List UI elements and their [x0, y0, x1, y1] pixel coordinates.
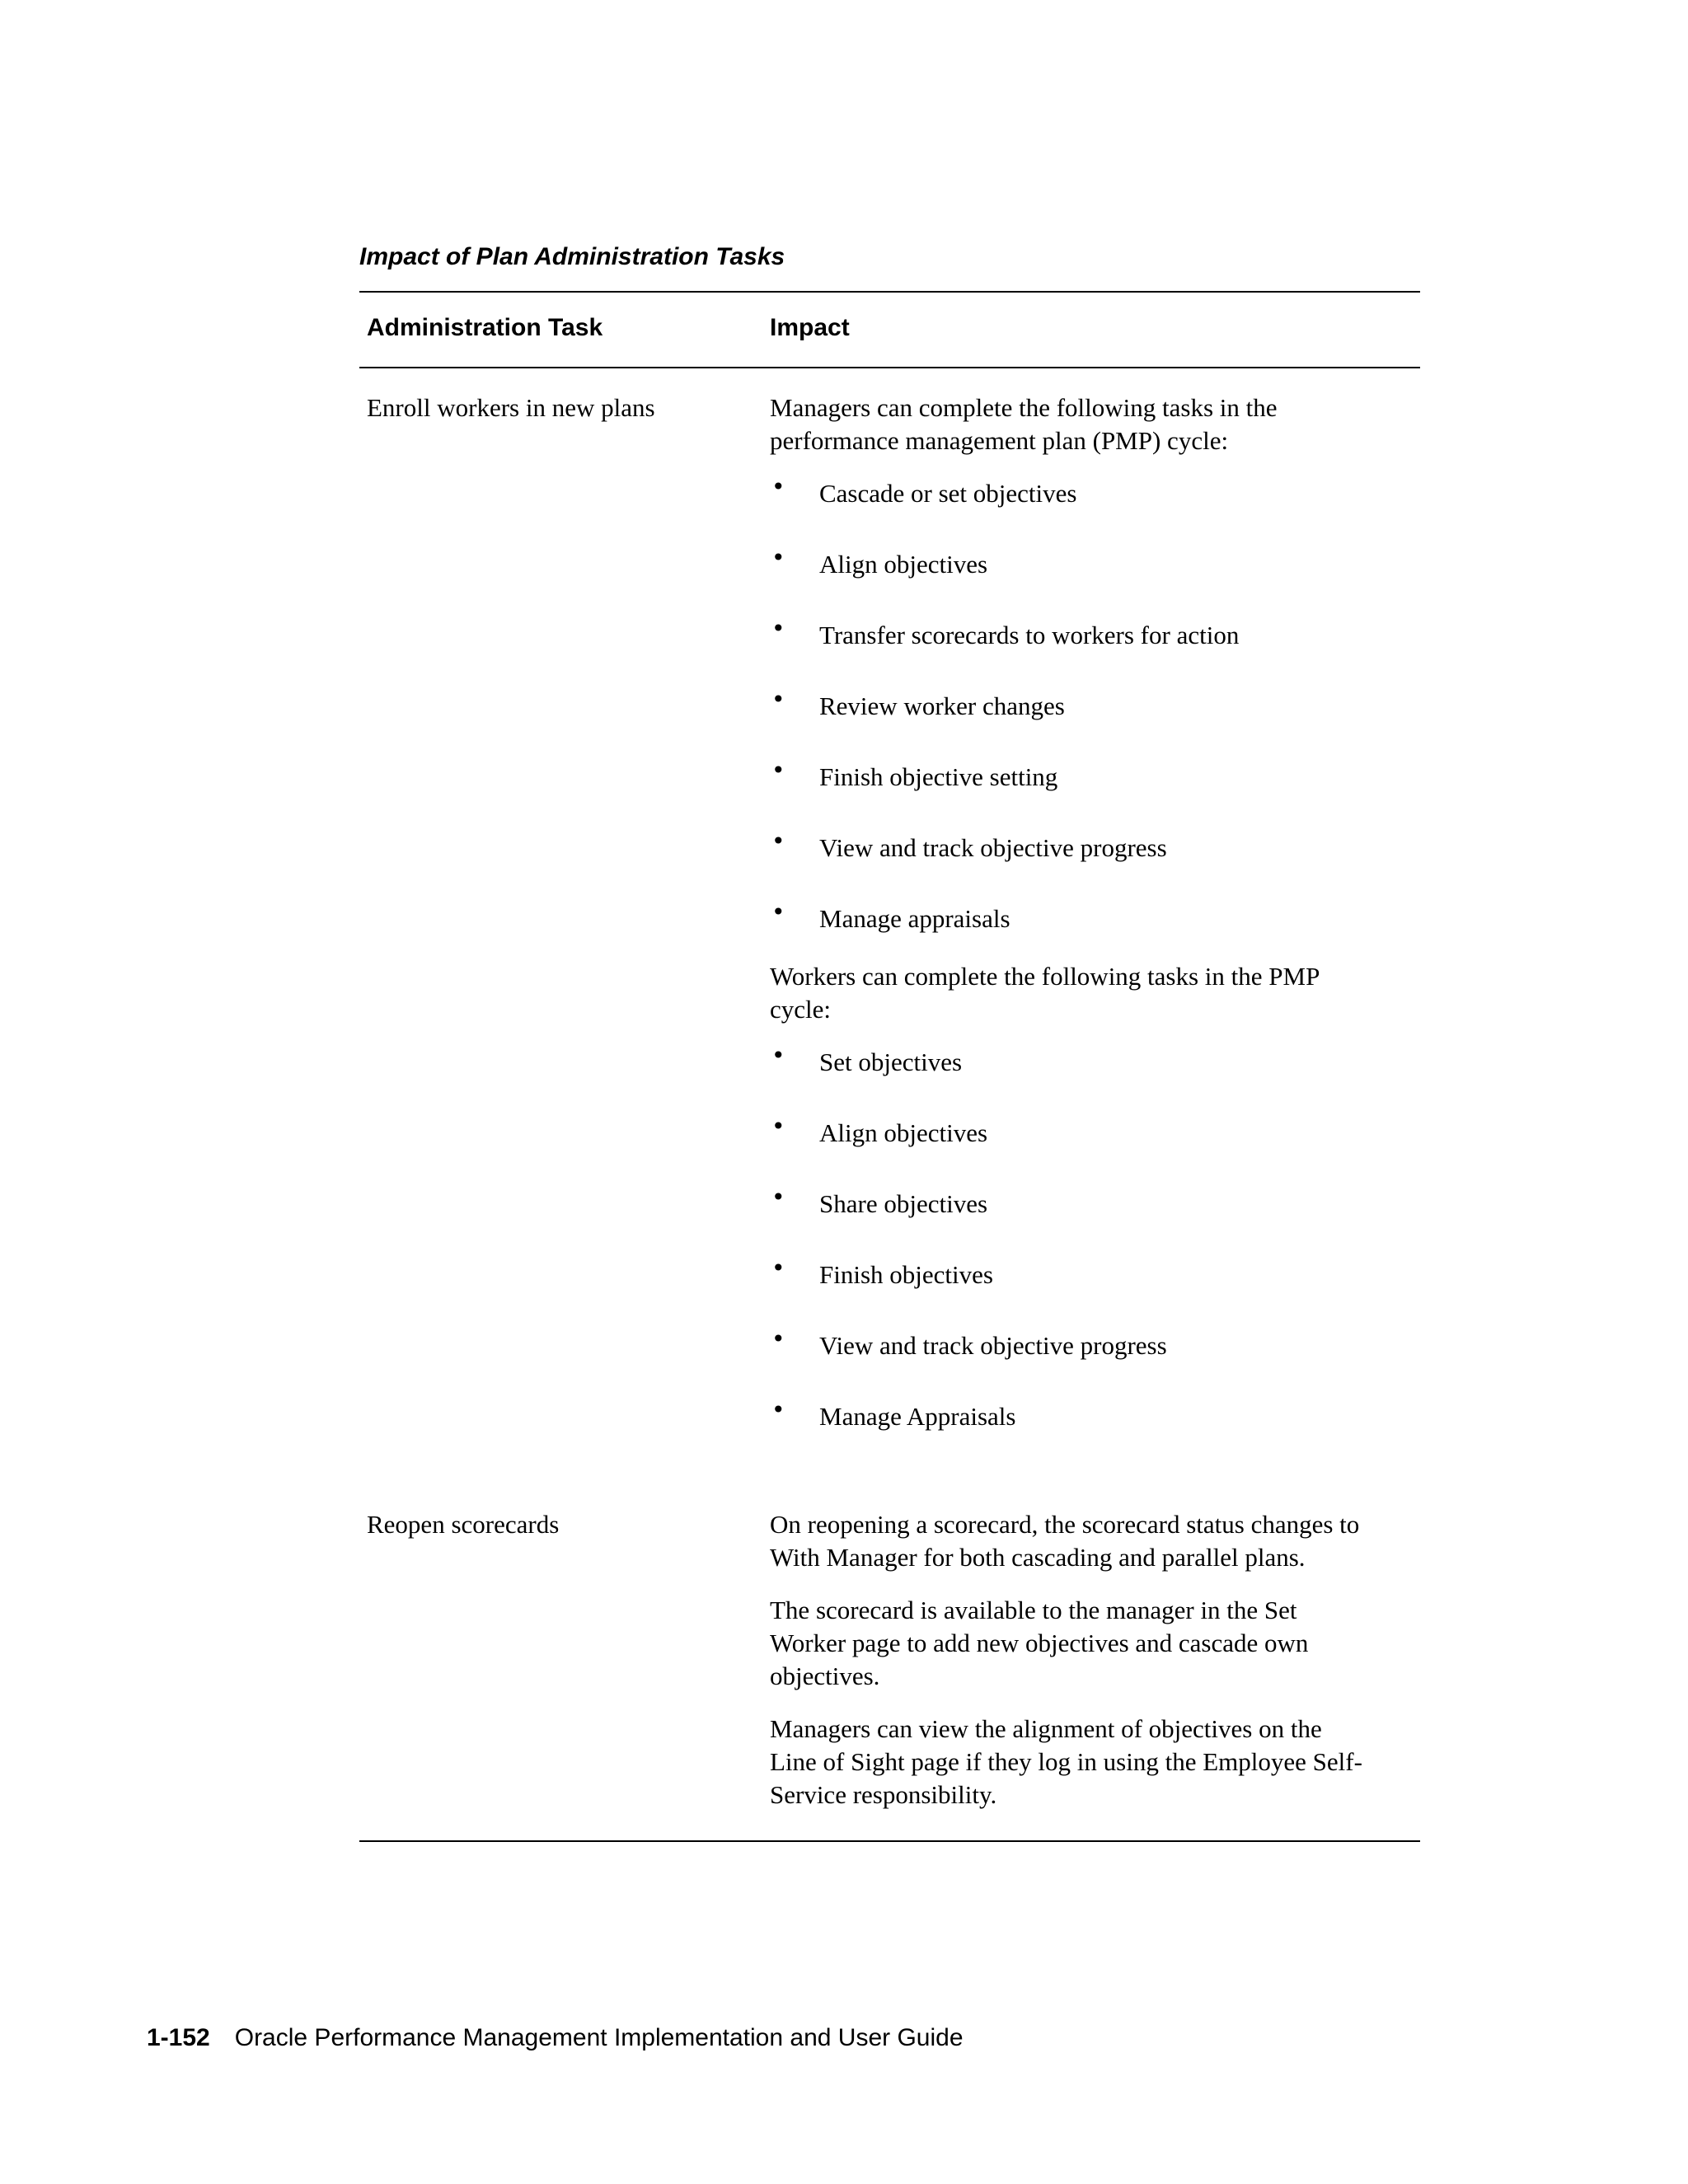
list-item: • Share objectives — [770, 1188, 1413, 1258]
list-item: • Set objectives — [770, 1046, 1413, 1117]
column-header-administration-task: Administration Task — [367, 314, 603, 341]
list-item: • View and track objective progress — [770, 1329, 1413, 1400]
bullet-icon: • — [771, 757, 785, 784]
list-item: • Align objectives — [770, 548, 1413, 619]
page-number: 1-152 — [147, 2024, 210, 2051]
bullet-icon: • — [771, 1325, 785, 1352]
list-item: • View and track objective progress — [770, 832, 1413, 902]
reopen-paragraph: On reopening a scorecard, the scorecard status changes to With Manager for both cascading and parallel plans. — [770, 1510, 1360, 1572]
list-item: • Cascade or set objectives — [770, 477, 1413, 548]
list-item: • Manage appraisals — [770, 902, 1413, 960]
bullet-icon: • — [771, 1042, 785, 1069]
table-header-rule — [359, 367, 1420, 368]
row-enroll-task-cell: Enroll workers in new plans — [367, 393, 655, 422]
list-item: • Align objectives — [770, 1117, 1413, 1188]
table-bottom-rule — [359, 1840, 1420, 1842]
worker-task-list — [770, 1042, 1413, 1433]
bullet-icon: • — [771, 686, 785, 713]
bullet-icon: • — [771, 898, 785, 926]
bullet-icon: • — [771, 1183, 785, 1211]
bullet-icon: • — [771, 1254, 785, 1282]
bullet-icon: • — [771, 473, 785, 500]
workers-intro-text: Workers can complete the following tasks in the PMP cycle: — [770, 962, 1320, 1024]
table-caption: Impact of Plan Administration Tasks — [359, 243, 785, 270]
column-header-impact: Impact — [770, 314, 850, 341]
list-item: • Finish objectives — [770, 1258, 1413, 1329]
table-top-rule — [359, 291, 1420, 293]
bullet-icon: • — [771, 827, 785, 855]
bullet-icon: • — [771, 544, 785, 571]
list-item: • Transfer scorecards to workers for action — [770, 619, 1413, 690]
book-title: Oracle Performance Management Implementation and User Guide — [234, 2024, 964, 2051]
reopen-paragraph: The scorecard is available to the manager in the Set Worker page to add new objectives and cascade own objectives. — [770, 1596, 1309, 1690]
manager-task-list — [770, 473, 1413, 960]
bullet-icon: • — [771, 1113, 785, 1140]
bullet-icon: • — [771, 615, 785, 642]
row-enroll-impact-cell — [770, 391, 1413, 1433]
reopen-paragraph: Managers can view the alignment of objectives on the Line of Sight page if they log in using the Employee Self-Service responsibility. — [770, 1714, 1362, 1809]
list-item: • Review worker changes — [770, 690, 1413, 761]
list-item: • Manage Appraisals — [770, 1400, 1413, 1433]
row-reopen-task-cell: Reopen scorecards — [367, 1510, 560, 1539]
managers-intro-text: Managers can complete the following tasks in the performance management plan (PMP) cycle: — [770, 393, 1278, 455]
bullet-icon: • — [771, 1396, 785, 1423]
list-item: • Finish objective setting — [770, 761, 1413, 832]
row-reopen-impact-cell — [770, 1508, 1413, 1811]
page-footer — [147, 2022, 964, 2055]
